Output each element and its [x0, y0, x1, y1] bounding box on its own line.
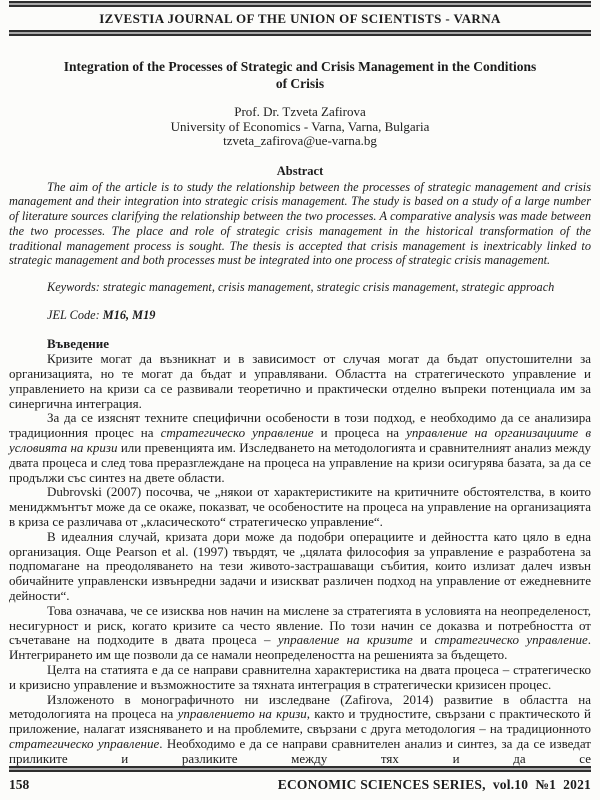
body-paragraph: За да се изяснят техните специфични особености в този подход, е необходимо да се анализира традиционния процес на стратегическо управление и процеса на управление на организациите в условията на кризи или превенцията им. Изследването на методологията и сравнителният анализ между двата процеса и след това преразглеждане на процеса на управление на кризи осигурява базата, за да се продължи със синтез на двете области. — [9, 410, 591, 485]
body-paragraph: Изложеното в монографичното ни изследване (Zafirova, 2014) развитие в областта на методологията на процеса на управлението на кризи, както и трудностите, свързани с практическото й приложение, налагат изясняването и на проблемите, свързани с друга методология – на традиционното стратегическо управление. Необходимо е да се направи сравнителен анализ и синтез, за да се изведат приликите и разликите между тях и да се — [9, 691, 591, 766]
body-paragraph: Dubrovski (2007) посочва, че „някои от характеристиките на критичните обстоятелства, в които мениджмънтът може да се окаже, показват, че особеностите на процеса на управление на организацията в криза се различава от „класическото“ стратегическо управление“. — [9, 484, 591, 530]
introduction-body — [9, 352, 591, 766]
journal-header: IZVESTIA JOURNAL OF THE UNION OF SCIENTISTS - VARNA — [99, 11, 501, 26]
footer-page-number: 158 — [9, 777, 30, 792]
body-paragraph: Това означава, че се изисква нов начин на мислене за стратегията в условията на неопределеност, несигурност и риск, когато кризите са често явление. По този начин се доказва и потребността от съчетаване на подходите в двата процеса – управление на кризите и стратегическо управление. Интегрирането им ще позволи да се намали неопределеността на решенията за бъдещето. — [9, 602, 591, 663]
keywords-line: Keywords: strategic management, crisis management, strategic crisis management, strategic approach — [47, 280, 555, 295]
page-footer — [0, 766, 600, 800]
author-block — [9, 105, 591, 149]
body-paragraph: Кризите могат да възникнат и в зависимост от случая могат да бъдат опустошителни за организацията, но те могат да бъдат и управлявани. Областта на стратегическото управление и управлението на кризи са се развивали теоретично и практически отделно въпреки потенциала им за синергична интеграция. — [9, 351, 591, 411]
author-name: Prof. Dr. Tzveta Zafirova — [234, 104, 366, 119]
jel-label: JEL Code: — [47, 308, 103, 323]
introduction-heading: Въведение — [47, 336, 109, 352]
header-rule-bottom — [9, 30, 591, 36]
jel-codes: M16, M19 — [102, 308, 156, 323]
body-paragraph: В идеалния случай, кризата дори може да подобри операциите и дейността като цяло в една организация. Още Pearson et al. (1997) твърдят, че „цялата философия за управление е разработена за подпомагане на преодоляването на тези живото-застрашаващи събития, които излизат далеч извън обичайните управленски извънредни задачи и изискват различен подход на управление от ежедневните дейности“. — [9, 528, 591, 604]
jel-line — [9, 308, 591, 323]
footer-series-title: ECONOMIC SCIENCES SERIES, vol.10 №1 2021 — [277, 777, 591, 792]
author-email: tzveta_zafirova@ue-varna.bg — [223, 133, 377, 148]
article-title: Integration of the Processes of Strategic and Crisis Management in the Conditions of Crisis — [63, 59, 537, 91]
abstract-text: The aim of the article is to study the relationship between the processes of strategic management and crisis management and their integration into strategic crisis management. The study is based on a study of a large number of literature sources clarifying the relationship between the two processes. A comparative analysis was made between the two processes. The place and role of strategic crisis management in the historical transformation of the traditional management process is sought. The thesis is accepted that crisis management is inextricably linked to strategic management and both processes must be integrated into one process of strategic crisis management. — [9, 179, 591, 268]
author-affiliation: University of Economics - Varna, Varna, Bulgaria — [170, 118, 430, 134]
body-paragraph: Целта на статията е да се направи сравнителна характеристика на двата процеса – стратегическо и кризисно управление и възможностите за тяхната интеграция в стратегически кризисен процес. — [9, 662, 591, 692]
abstract-heading: Abstract — [276, 163, 324, 178]
